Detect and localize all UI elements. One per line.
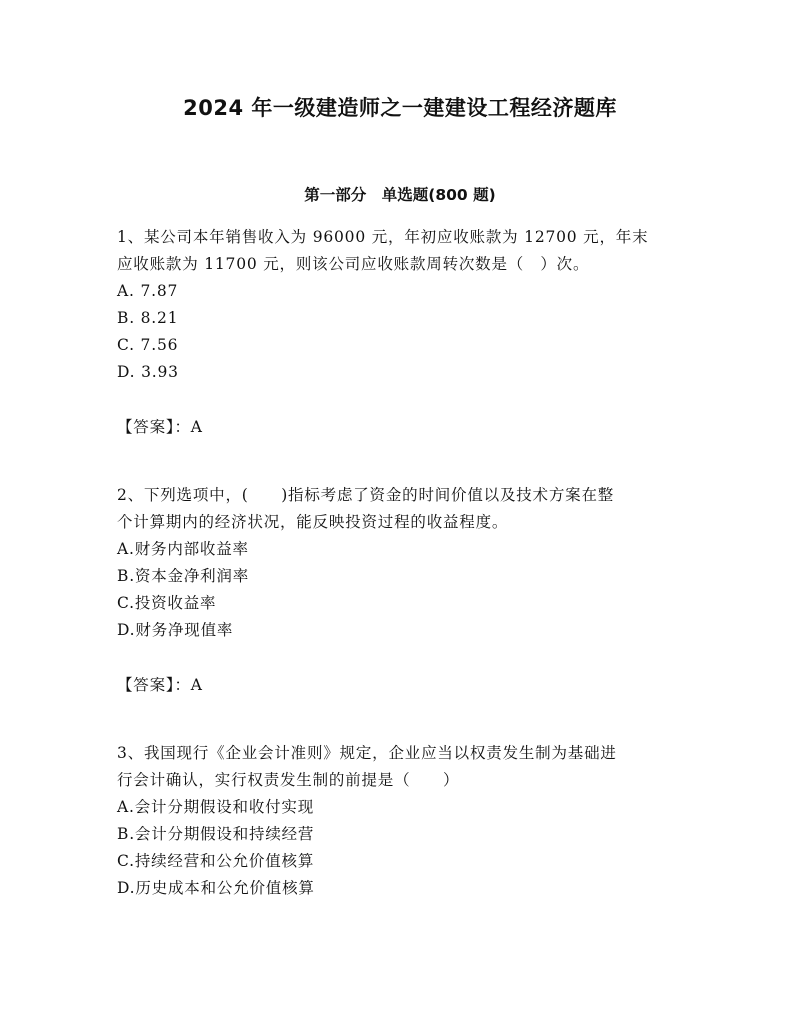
option-b: B. 8.21 [117,309,179,327]
question-1 [117,224,687,441]
option-c: C.持续经营和公允价值核算 [117,852,315,870]
section-heading: 第一部分 单选题(800 题) [304,186,496,204]
document-title: 2024 年一级建造师之一建建设工程经济题库 [183,96,617,120]
option-a: A.会计分期假设和收付实现 [117,798,315,816]
question-stem-line: 3、我国现行《企业会计准则》规定，企业应当以权责发生制为基础进 [117,744,617,762]
option-c: C.投资收益率 [117,594,217,612]
question-stem-line: 1、某公司本年销售收入为 96000 元，年初应收账款为 12700 元，年末 [117,228,649,246]
option-d: D.财务净现值率 [117,621,234,639]
answer-line: 【答案】：A [117,676,203,694]
question-2 [117,482,687,699]
question-3 [117,740,687,902]
option-a: A.财务内部收益率 [117,540,249,558]
option-b: B.会计分期假设和持续经营 [117,825,315,843]
option-d: D. 3.93 [117,363,179,381]
question-stem-line: 2、下列选项中，( )指标考虑了资金的时间价值以及技术方案在整 [117,486,615,504]
option-d: D.历史成本和公允价值核算 [117,879,315,897]
question-stem-line: 行会计确认，实行权责发生制的前提是（ ） [117,771,460,789]
option-c: C. 7.56 [117,336,179,354]
question-stem-line: 个计算期内的经济状况，能反映投资过程的收益程度。 [117,513,509,531]
option-a: A. 7.87 [117,282,179,300]
option-b: B.资本金净利润率 [117,567,250,585]
answer-line: 【答案】：A [117,418,203,436]
question-stem-line: 应收账款为 11700 元，则该公司应收账款周转次数是（ ）次。 [117,255,590,273]
